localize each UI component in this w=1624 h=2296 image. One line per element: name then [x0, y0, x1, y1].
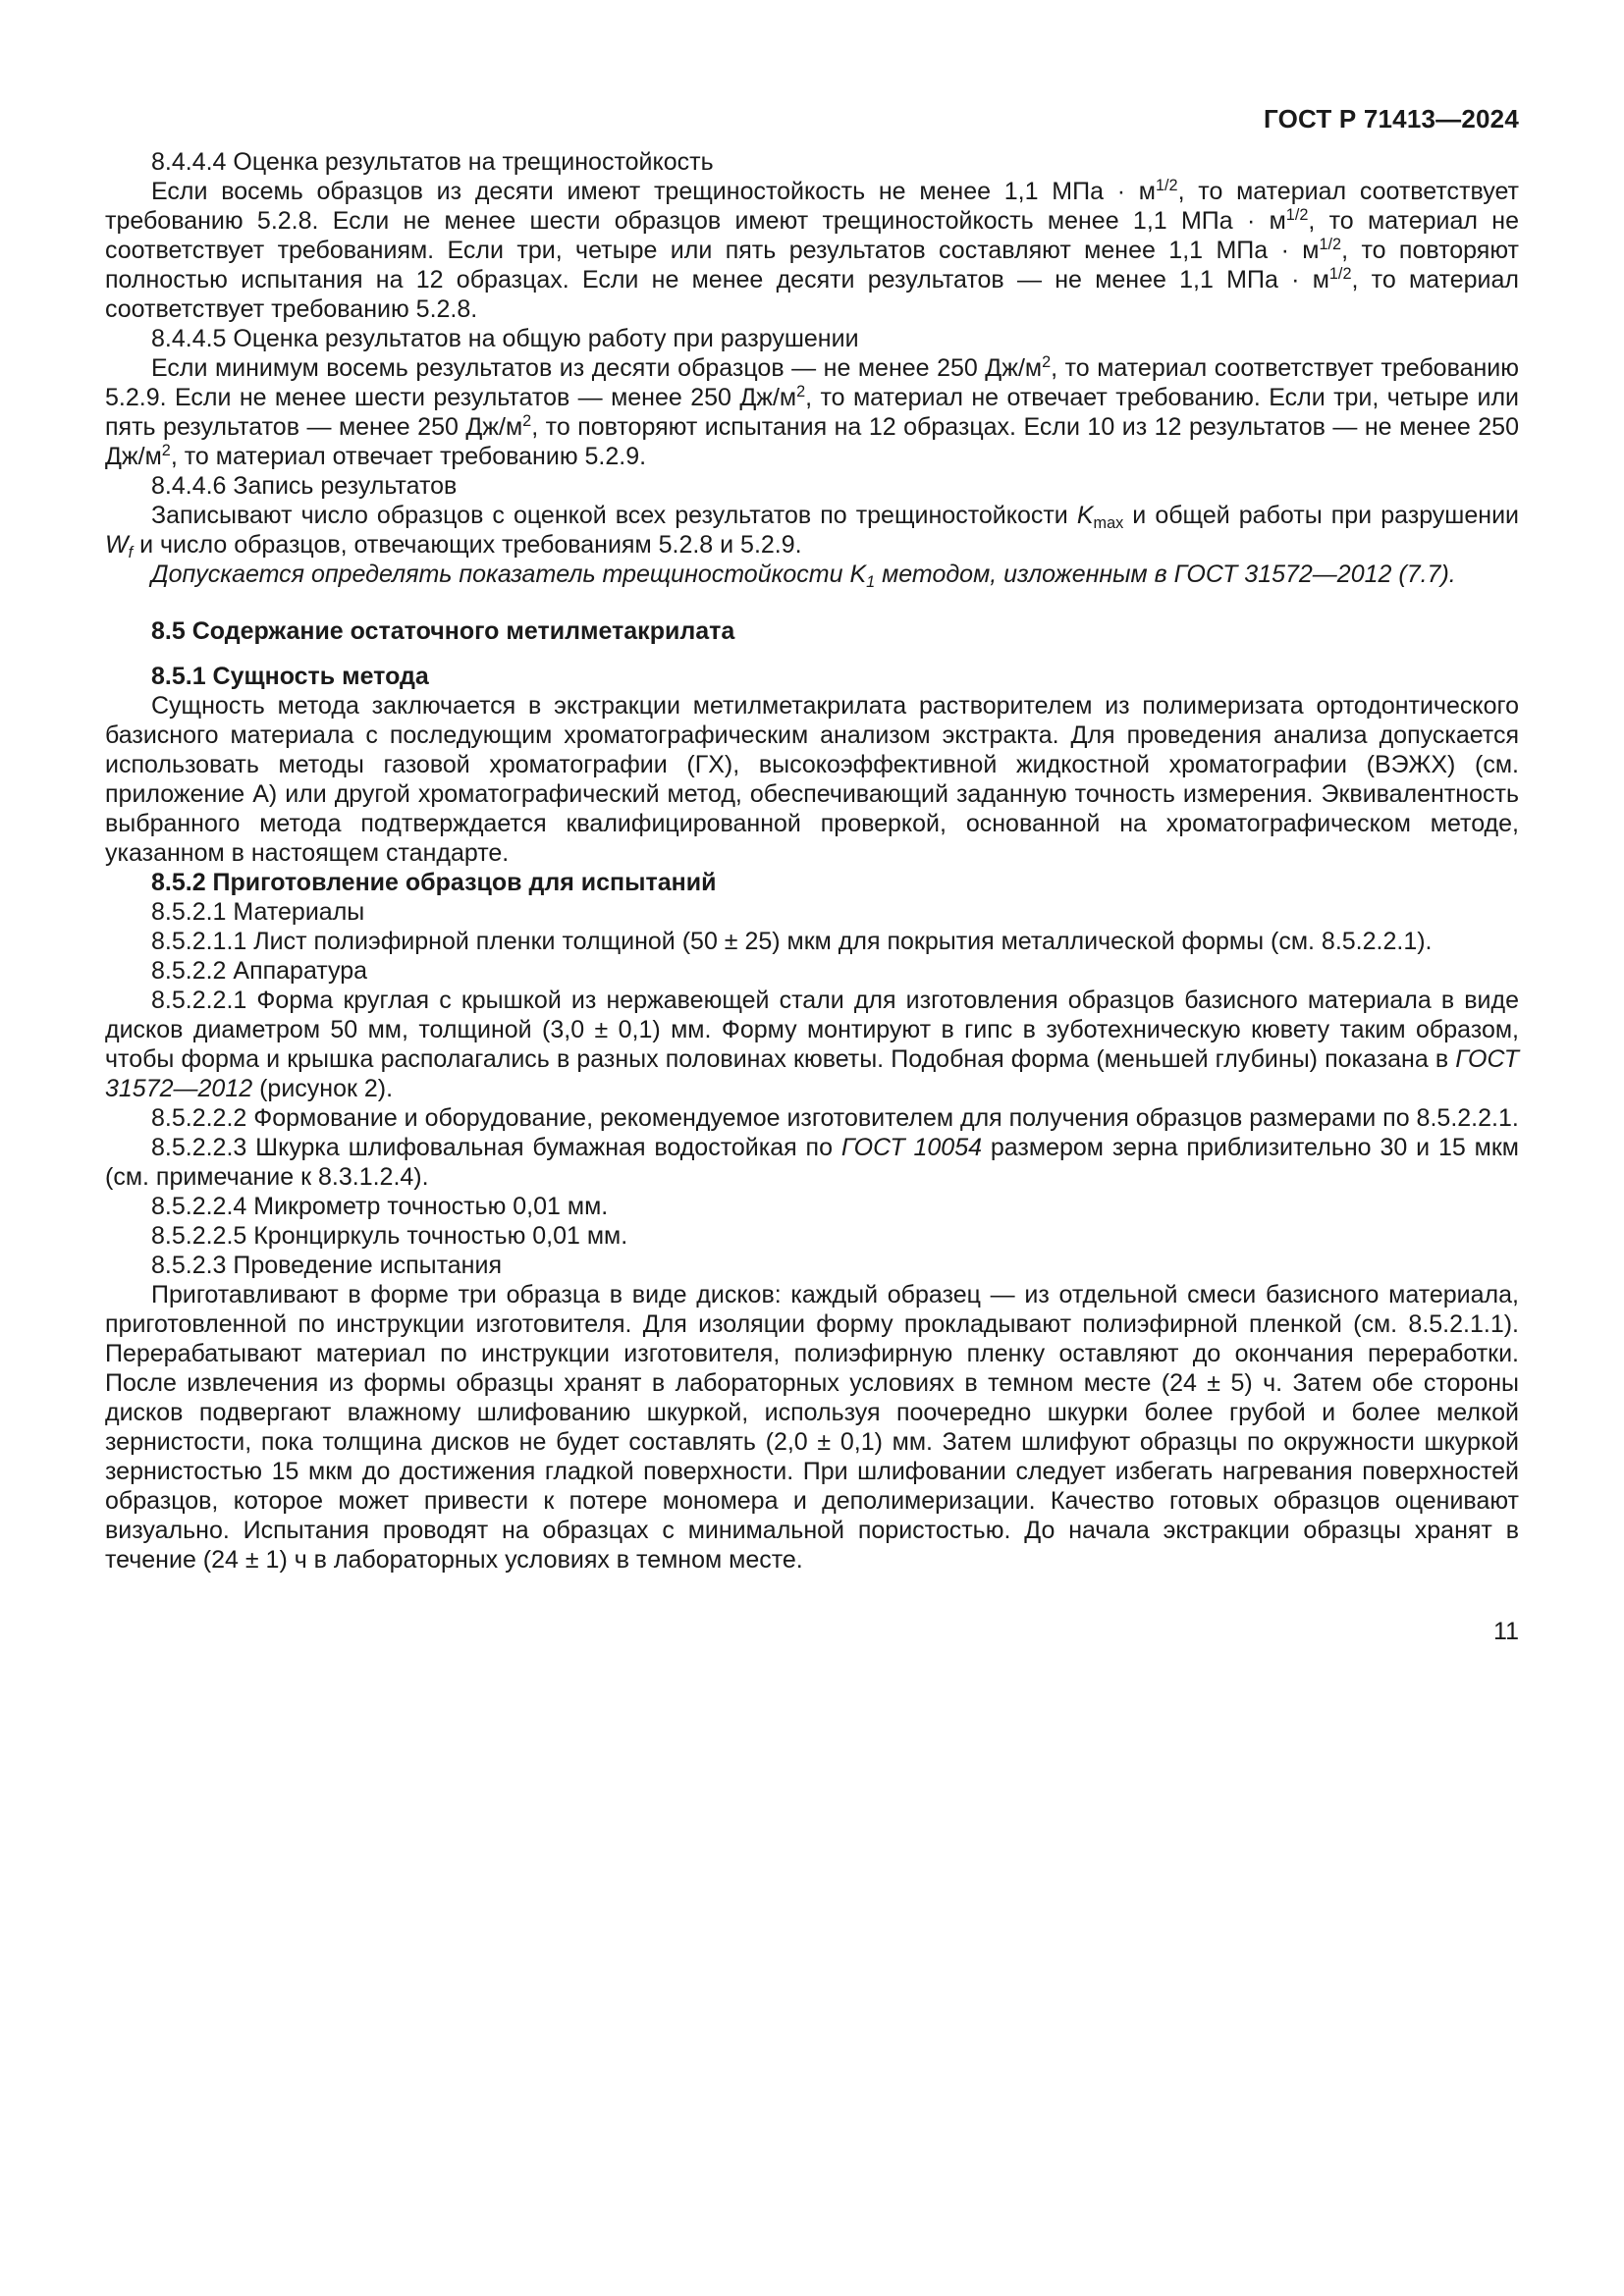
heading-8-5-2-3: 8.5.2.3 Проведение испытания	[151, 1252, 502, 1279]
para-8-5-2-1-1: 8.5.2.1.1 Лист полиэфирной пленки толщиной (50 ± 25) мкм для покрытия металлической формы (см. 8.5.2.2.1).	[151, 928, 1433, 955]
document-body	[105, 147, 1519, 1646]
para-total-work-evaluation: Если минимум восемь результатов из десяти образцов — не менее 250 $Дж/м^2$, то материал соответствует требованию 5.2.9. Если не менее шести результатов — менее 250 $Дж/м^2$, то материал не отвечает требованию. Если три, четыре или пять результатов — менее 250 $Дж/м^2$, то повторяют испытания на 12 образцах. Если 10 из 12 результатов — не менее 250 $Дж/м^2$, то материал отвечает требованию 5.2.9.	[105, 353, 1520, 470]
heading-8-5: 8.5 Содержание остаточного метилметакрилата	[151, 617, 735, 645]
document-header	[105, 104, 1519, 134]
para-method-essence: Сущность метода заключается в экстракции метилметакрилата растворителем из полимеризата ортодонтического базисного материала с последующим хроматографическим анализом экстракта. Для проведения анализа допускается использовать методы газовой хроматографии (ГХ), высокоэффективной жидкостной хроматографии (ВЭЖХ) (см. приложение А) или другой хроматографический метод, обеспечивающий заданную точность измерения. Эквивалентность выбранного метода подтверждается квалифицированной проверкой, основанной на хроматографическом методе, указанном в настоящем стандарте.	[105, 692, 1519, 867]
para-8-5-2-2-2: 8.5.2.2.2 Формование и оборудование, рекомендуемое изготовителем для получения образцов размерами по 8.5.2.2.1.	[151, 1104, 1519, 1132]
page-number: 11	[1493, 1618, 1519, 1645]
heading-8-4-4-5: 8.4.4.5 Оценка результатов на общую работу при разрушении	[151, 325, 859, 352]
para-8-5-2-2-5: 8.5.2.2.5 Кронциркуль точностью 0,01 мм.	[151, 1222, 628, 1250]
heading-8-5-2-1: 8.5.2.1 Материалы	[151, 898, 365, 926]
standard-number: ГОСТ Р 71413—2024	[1264, 104, 1519, 133]
heading-8-5-2-2: 8.5.2.2 Аппаратура	[151, 957, 368, 985]
para-note-k1-method: Допускается определять показатель трещиностойкости $K_1$ методом, изложенным в ГОСТ 31572—2012 (7.7).	[151, 561, 1456, 591]
para-results-recording: Записывают число образцов с оценкой всех результатов по трещиностойкости $K_{max}$ и общей работы при разрушении $W_f$ и число образцов, отвечающих требованиям 5.2.8 и 5.2.9.	[105, 502, 1520, 561]
heading-8-4-4-4: 8.4.4.4 Оценка результатов на трещиностойкость	[151, 148, 714, 176]
para-crack-resistance-evaluation: Если восемь образцов из десяти имеют трещиностойкость не менее 1,1 МПа · $м^{1/2}$, то материал соответствует требованию 5.2.8. Если не менее шести образцов имеют трещиностойкость менее 1,1 МПа · $м^{1/2}$, то материал не соответствует требованиям. Если три, четыре или пять результатов составляют менее 1,1 МПа · $м^{1/2}$, то повторяют полностью испытания на 12 образцах. Если не менее десяти результатов — не менее 1,1 МПа · $м^{1/2}$, то материал соответствует требованию 5.2.8.	[105, 177, 1520, 323]
para-8-5-2-2-1: 8.5.2.2.1 Форма круглая с крышкой из нержавеющей стали для изготовления образцов базисного материала в виде дисков диаметром 50 мм, толщиной (3,0 ± 0,1) мм. Форму монтируют в гипс в зуботехническую кювету таким образом, чтобы форма и крышка располагались в разных половинах кюветы. Подобная форма (меньшей глубины) показана в ГОСТ 31572—2012 (рисунок 2).	[105, 987, 1519, 1102]
para-8-5-2-2-4: 8.5.2.2.4 Микрометр точностью 0,01 мм.	[151, 1193, 609, 1220]
document-footer	[105, 1618, 1519, 1646]
para-test-procedure: Приготавливают в форме три образца в виде дисков: каждый образец — из отдельной смеси базисного материала, приготовленной по инструкции изготовителя. Для изоляции форму прокладывают полиэфирной пленкой (см. 8.5.2.1.1). Перерабатывают материал по инструкции изготовителя, полиэфирную пленку оставляют до окончания переработки. После извлечения из формы образцы хранят в лабораторных условиях в темном месте (24 ± 5) ч. Затем обе стороны дисков подвергают влажному шлифованию шкуркой, используя поочередно шкурки более грубой и более мелкой зернистости, пока толщина дисков не будет составлять (2,0 ± 0,1) мм. Затем шлифуют образцы по окружности шкуркой зернистостью 15 мкм до достижения гладкой поверхности. При шлифовании следует избегать нагревания поверхностей образцов, которое может привести к потере мономера и деполимеризации. Качество готовых образцов оценивают визуально. Испытания проводят на образцах с минимальной пористостью. До начала экстракции образцы хранят в течение (24 ± 1) ч в лабораторных условиях в темном месте.	[105, 1281, 1519, 1574]
para-8-5-2-2-3: 8.5.2.2.3 Шкурка шлифовальная бумажная водостойкая по ГОСТ 10054 размером зерна приблизительно 30 и 15 мкм (см. примечание к 8.3.1.2.4).	[105, 1134, 1519, 1191]
heading-8-4-4-6: 8.4.4.6 Запись результатов	[151, 472, 458, 500]
heading-8-5-1: 8.5.1 Сущность метода	[151, 663, 429, 690]
heading-8-5-2: 8.5.2 Приготовление образцов для испытаний	[151, 869, 717, 896]
